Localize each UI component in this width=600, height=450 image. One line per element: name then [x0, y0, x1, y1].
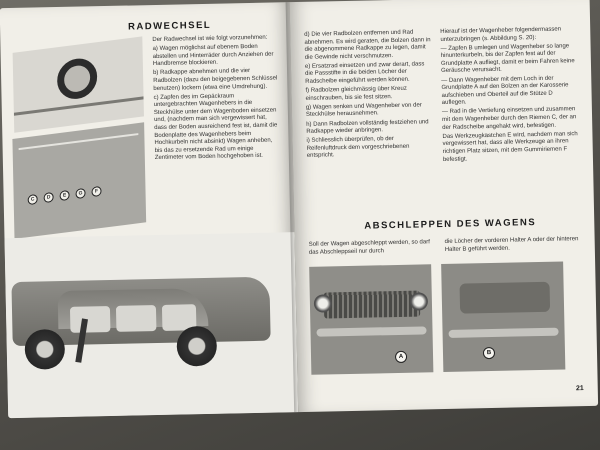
steps-column-2 [440, 26, 579, 165]
step-c: c) Zapfen des im Gepäckraum untergebrachten Wagenhebers in die Steckhülse unter dem Wagenboden einsetzen und, (nachdem man sich vergewissert hat, dass der Boden ausreichend fest ist, damit die Bodenplatte des Wagenhebers beim Hochkurbeln nicht absinkt) Wagen anheben, bis das zu ersetzende Rad um einige Zentimeter vom Boden hochgehoben ist. [153, 93, 278, 162]
car-on-jack-photo [4, 232, 298, 418]
section-title-radwechsel: RADWECHSEL [127, 19, 212, 33]
step-g: g) Wagen senken und Wagenheber von der Steckhülse herausnehmen. [305, 102, 422, 119]
jack-storage-intro: Hierauf ist der Wagenheber folgendermassen unterzubringen (s. Abbildung S. 20): [440, 26, 562, 43]
step-d: d) Die vier Radbolzen entfernen und Rad abnehmen. Es wird geraten, die Bolzen dann in die abgenommene Radkappe zu legen, damit die Gewinde nicht verschmutzen. [304, 29, 431, 61]
grille [324, 291, 421, 319]
spare-tire [57, 56, 98, 101]
spare-wheel-photo [13, 36, 144, 132]
step-i: i) Schliesslich überprüfen, ob der Reifenluftdruck dem vorgeschriebenen entspricht. [306, 136, 410, 160]
rear-tow-hook-photo [441, 262, 565, 373]
steps-column-1 [304, 29, 435, 162]
intro-text: Der Radwechsel ist wie folgt vorzunehmen: [152, 34, 268, 44]
callout-b: B [483, 347, 495, 359]
label-d: D [44, 192, 54, 203]
trunk-tools-photo [12, 122, 146, 239]
front-wheel [176, 326, 217, 367]
step-a: a) Wagen möglichst auf ebenem Boden abstellen und Hinterräder durch Anziehen der Handbremse blockieren. [152, 43, 274, 68]
rear-panel [460, 282, 551, 314]
rear-wheel [24, 329, 65, 370]
radwechsel-text [152, 34, 281, 164]
rear-bumper [449, 328, 559, 338]
callout-a: A [395, 351, 407, 363]
jack-step-2: — Dann Wagenheber mit dem Loch in der Grundplatte A auf den Bolzen an der Karosserie aufschieben und Oberteil auf die Stütze D auflegen. [441, 75, 569, 107]
page-number: 21 [575, 385, 584, 393]
jack-step-1: — Zapfen B umlegen und Wagenheber so lange hinunterkurbeln, bis der Zapfen fest auf der Grundplatte A aufliegt, damit er beim Fahren keine Geräusche verursacht. [440, 43, 575, 75]
towing-text-left: Soll der Wagen abgeschleppt werden, so darf das Abschleppseil nur durch [308, 239, 430, 256]
step-e: e) Ersatzrad einsetzen und zwar derart, dass die Passstifte in die beiden Löcher der Radscheibe eingeführt werden können. [304, 61, 425, 85]
label-f: F [91, 186, 101, 197]
front-tow-hook-photo [309, 264, 433, 375]
step-f: f) Radbolzen gleichmässig über Kreuz einschrauben, bis sie fest sitzen. [305, 85, 407, 102]
front-bumper [316, 326, 426, 336]
step-b: b) Radkappe abnehmen und die vier Radbolzen (dazu den beigegebenen Schlüssel benutzen) lockern (etwa eine Umdrehung). [153, 68, 278, 92]
towing-text-right: die Löcher der vorderen Halter A oder der hinteren Halter B geführt werden. [444, 236, 579, 253]
label-e: E [60, 190, 70, 201]
toolbox-note: Das Werkzeugkästchen E wird, nachdem man sich vergewissert hat, dass alle Werkzeuge an ihren richtigen Platz sitzen, mit dem Gummiriemen F befestigt. [442, 130, 578, 163]
right-page [290, 0, 599, 412]
section-title-abschleppen: ABSCHLEPPEN DES WAGENS [364, 217, 537, 232]
label-c: C [28, 194, 38, 205]
left-page [0, 2, 298, 418]
label-g: G [75, 188, 85, 199]
step-h: h) Dann Radbolzen vollständig festziehen und Radkappe wieder anbringen. [306, 118, 429, 135]
jack-step-3: — Rad in die Vertiefung einsetzen und zusammen mit dem Wagenheber durch den Riemen C, der an der Radscheibe angehakt wird, befestigen. [441, 106, 577, 131]
